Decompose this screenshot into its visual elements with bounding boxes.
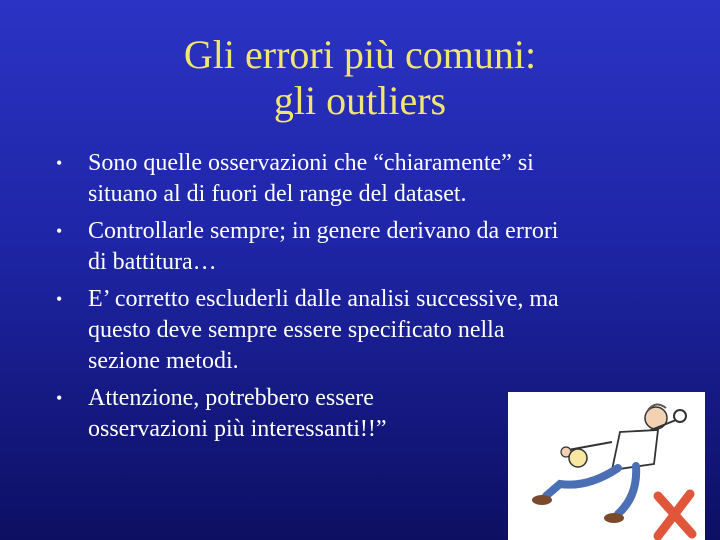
bullet-4-line-2: osservazioni più interessanti!!”	[88, 416, 387, 442]
running-scientist-clipart-icon	[508, 392, 705, 540]
bullet-item-1	[56, 148, 656, 210]
bullet-item-2	[56, 216, 656, 278]
slide-title	[0, 32, 720, 124]
bullet-dot: •	[56, 388, 63, 408]
bullet-2-line-1: Controllarle sempre; in genere derivano da errori	[88, 218, 559, 244]
clipart-drawing	[508, 392, 705, 540]
bullet-3-line-3: sezione metodi.	[88, 348, 239, 374]
bullet-1-line-1: Sono quelle osservazioni che “chiaramente” si	[88, 150, 534, 176]
bullet-dot: •	[56, 221, 63, 241]
bullet-3-line-1: E’ corretto escluderli dalle analisi successive, ma	[88, 286, 559, 312]
bullet-item-3	[56, 284, 656, 377]
bullet-2-line-2: di battitura…	[88, 249, 217, 275]
bullet-4-line-1: Attenzione, potrebbero essere	[88, 385, 374, 411]
red-x-mark	[658, 494, 692, 536]
bullet-3-line-2: questo deve sempre essere specificato nella	[88, 317, 505, 343]
title-line-1: Gli errori più comuni:	[183, 32, 537, 77]
title-line-2: gli outliers	[273, 78, 447, 123]
bullet-dot: •	[56, 153, 63, 173]
bullet-1-line-2: situano al di fuori del range del dataset.	[88, 181, 467, 207]
bullet-dot: •	[56, 289, 63, 309]
